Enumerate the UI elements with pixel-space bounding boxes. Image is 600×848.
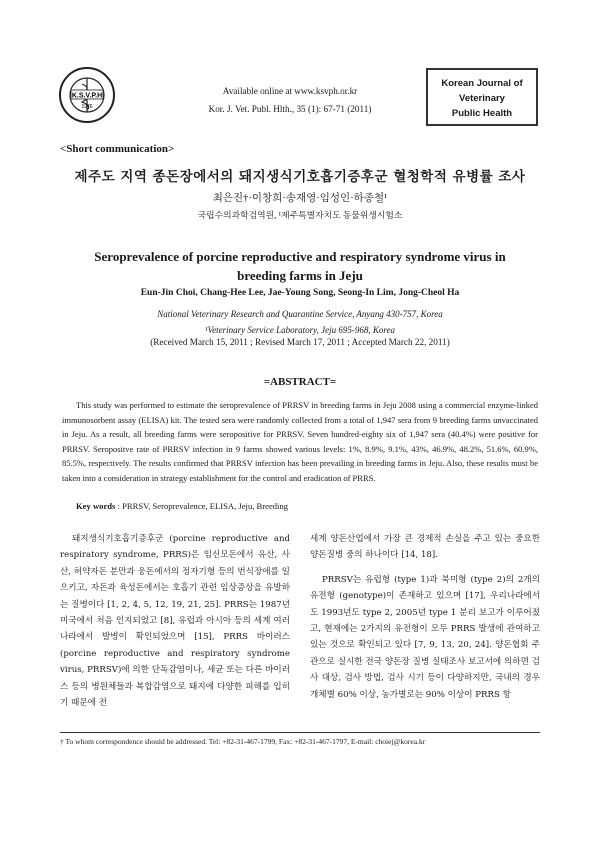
available-online: Available online at www.ksvph.or.kr: [222, 86, 358, 96]
abstract-body: This study was performed to estimate the seroprevalence of PRRSV in breeding farms in Jeju 2008 using a commercial enzyme-linked immunosorbent assay (ELISA) kit. The tested sera were randomly collected from a total of 1,947 sera from 9 breeding farms unvaccinated in Jeju. As a result, all breeding farms were seropositive for PRRSV. Seven hundred-eighty six of 1,947 sera (40.4%) were positive for PRRSV. Seropositve rate of PRRSV infection in 9 farms showed various levels: 1%, 8.9%, 9.1%, 43%, 46.9%, 48.2%, 51.6%, 60.9%, 85.5%, respectively. The results confirmed that PRRSV infection has been prevailing in breeding farms in Jeju. Also, these results must be taken into a consideration in strategy establishment for the control and eradication of PRRS.: [62, 400, 538, 483]
english-affiliations: [30, 307, 570, 338]
logo-center-text: K.S.V.P.H: [71, 92, 103, 100]
footnote-divider: [60, 732, 540, 733]
korean-affiliation: 국립수의과학검역원, ¹제주특별자치도 동물위생시험소: [197, 210, 403, 220]
english-title: Seroprevalence of porcine reproductive and respiratory syndrome virus in breeding farms in Jeju: [94, 249, 506, 283]
citation: Kor. J. Vet. Publ. Hlth., 35 (1): 67-71 (2011): [208, 104, 372, 114]
paragraph: 세계 양돈산업에서 가장 큰 경제적 손실을 주고 있는 중요한 양돈질병 중의 하나이다 [14, 18].: [310, 534, 540, 561]
journal-name-box: [426, 68, 538, 126]
body-column-left: [60, 531, 290, 711]
journal-line: Public Health: [451, 108, 513, 119]
logo-year: 1976: [81, 104, 93, 110]
journal-line: Veterinary: [459, 93, 505, 104]
abstract-heading: =ABSTRACT=: [263, 376, 337, 388]
affiliation-2: ¹Veterinary Service Laboratory, Jeju 695-968, Korea: [204, 324, 396, 335]
paragraph: PRRSV는 유럽형 (type 1)과 북미형 (type 2)의 2개의 유전형 (genotype)이 존재하고 있으며 [17], 우리나라에서도 1993년도 type 2, 2005년 type 1 분리 보고가 이루어졌고, 현재에는 2가지의 유전형이 모두 PRRS 발생에 관여하고 있는 것으로 확인되고 있다 [7, 9, 13, 20, 24]. 양돈협회 주관으로 실시한 전국 양돈장 질병 실태조사 보고서에 의하면 검사 대상, 검사 방법, 검사 시기 등이 다양하지만, 국내의 경우 개체별 60% 이상, 농가별로는 90% 이상이 PRRS 항: [310, 574, 540, 700]
paragraph: 돼지생식기호흡기증후군 (porcine reproductive and respiratory syndrome, PRRS)은 임신모돈에서 유산, 사산, 허약자돈 분만과 웅돈에서의 정자기형 등의 번식장애를 일으키고, 자돈과 육성돈에서는 호흡기 관련 임상증상을 유발하는 질병이다 [1, 2, 4, 5, 12, 19, 21, 25]. PRRS는 1987년 미국에서 처음 인지되었고 [8], 유럽과 아시아 등의 세계 여러 나라에서 발병이 확인되었으며 [15], PRRS 바이러스 (porcine reproductive and respiratory syndrome virus, PRRSV)에 의한 단독감염이나, 세균 또는 다른 바이러스 등의 병원체들과 복합감염으로 돼지에 다양한 피해를 입히기 때문에 전: [60, 534, 290, 709]
body-column-right: [310, 531, 540, 703]
correspondence-footnote: † To whom correspondence should be addressed. Tel: +82-31-467-1799, Fax: +82-31-467-1797, E-mail: choiej@korea.kr: [60, 737, 426, 746]
keywords-list: : PRRSV, Seroprevalence, ELISA, Jeju, Breeding: [115, 501, 289, 511]
journal-info: [170, 82, 410, 118]
english-authors: Eun-Jin Choi, Chang-Hee Lee, Jae-Young Song, Seong-In Lim, Jong-Cheol Ha: [140, 288, 460, 298]
journal-line: Korean Journal of: [441, 78, 523, 89]
korean-authors: 최은진†·이창희·송재영·임성인·하종철¹: [212, 193, 388, 204]
keywords: [76, 501, 288, 511]
korean-title: 제주도 지역 종돈장에서의 돼지생식기호흡기증후군 혈청학적 유병률 조사: [74, 169, 526, 185]
received-dates: (Received March 15, 2011 ; Revised March 17, 2011 ; Accepted March 22, 2011): [150, 337, 450, 347]
society-logo: [58, 66, 116, 124]
communication-type: <Short communication>: [60, 143, 175, 155]
affiliation-1: National Veterinary Research and Quarantine Service, Anyang 430-757, Korea: [157, 309, 443, 319]
keywords-label: Key words: [76, 501, 116, 511]
